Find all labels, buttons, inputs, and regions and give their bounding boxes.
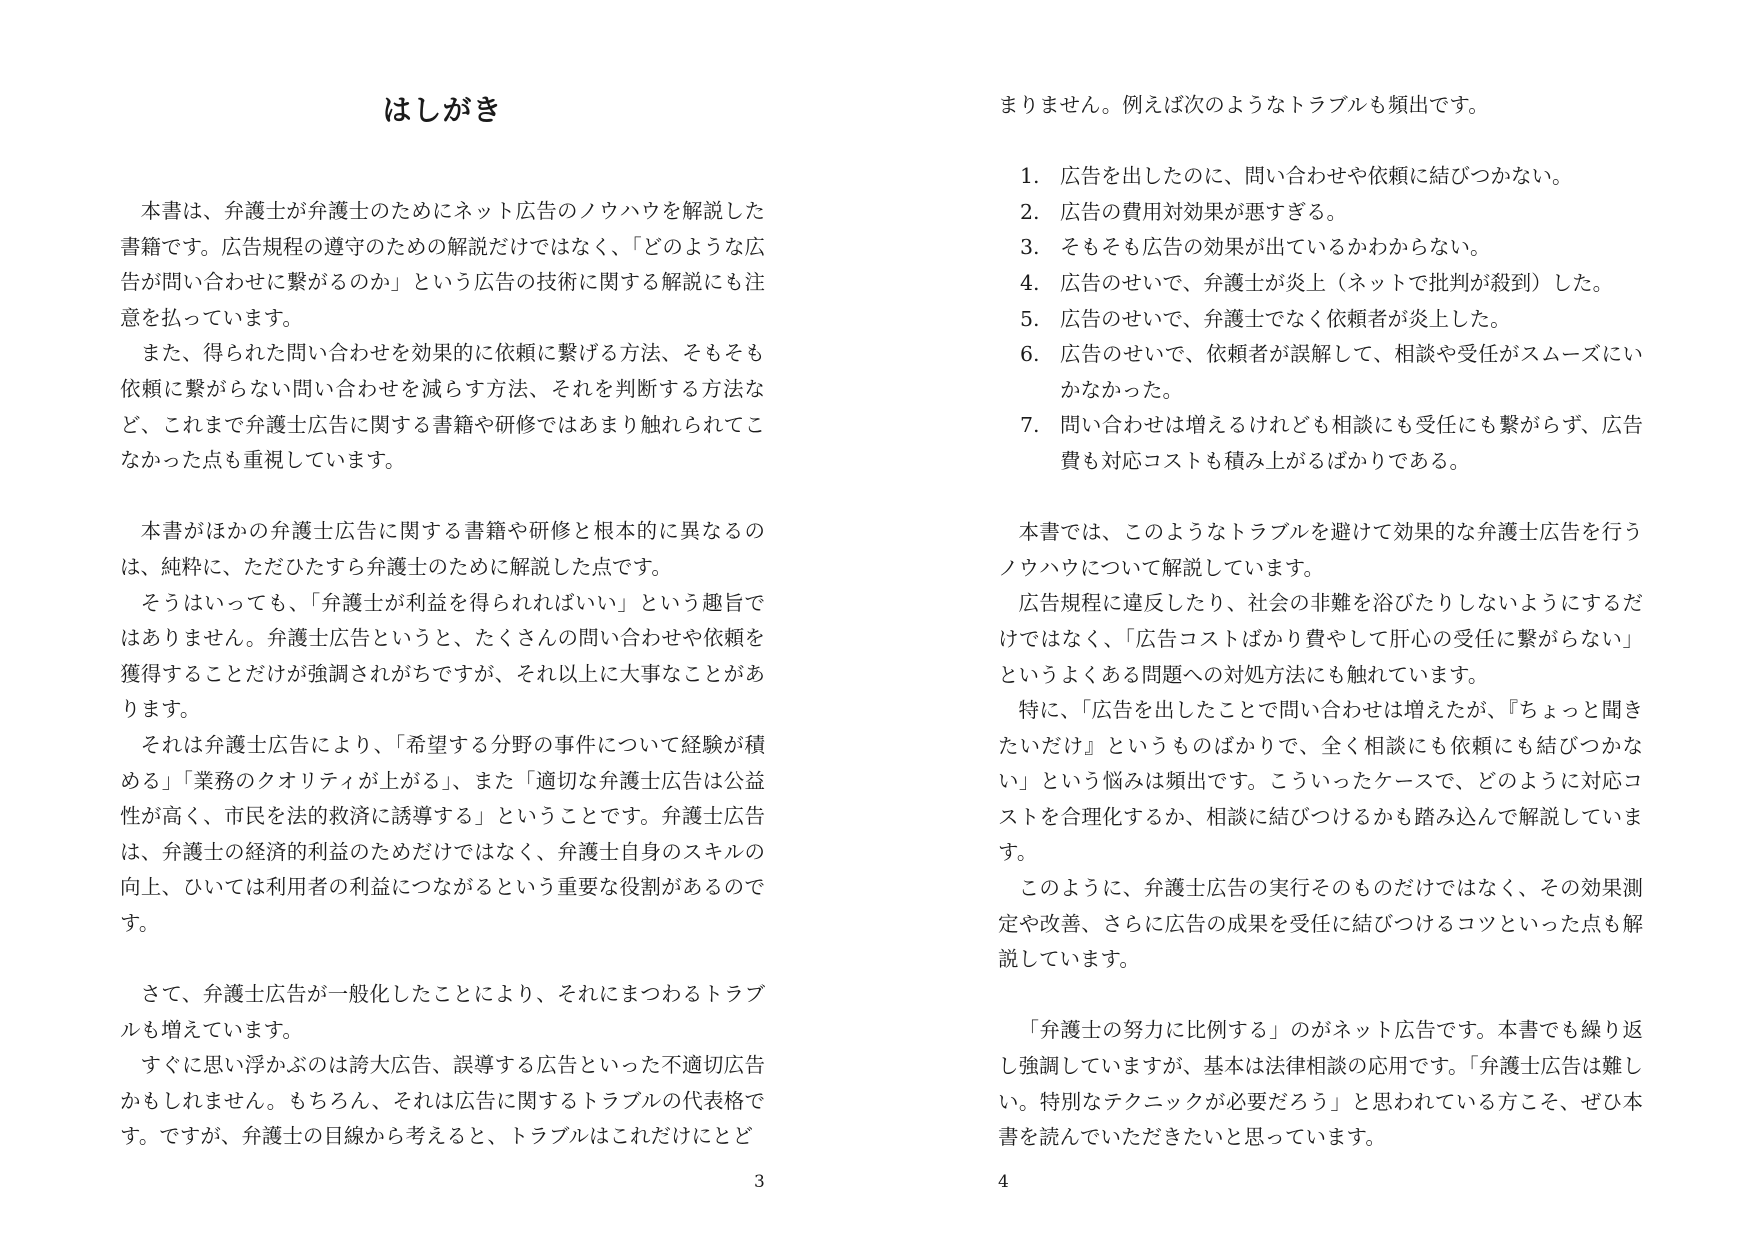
paragraph: 本書がほかの弁護士広告に関する書籍や研修と根本的に異なるのは、純粋に、ただひたすら弁護士のために解説した点です。 [120,519,765,579]
page-number: 3 [754,1172,765,1192]
trouble-list [998,159,1643,479]
list-text: 広告のせいで、弁護士でなく依頼者が炎上した。 [1060,306,1511,331]
paragraph: 「弁護士の努力に比例する」のがネット広告です。本書でも繰り返し強調していますが、基本は法律相談の応用です。「弁護士広告は難しい。特別なテクニックが必要だろう」と思われている方こそ、ぜひ本書を読んでいただきたいと思っています。 [998,1018,1643,1150]
list-text: 広告のせいで、依頼者が誤解して、相談や受任がスムーズにいかなかった。 [1060,342,1643,402]
left-page [120,0,765,1241]
paragraph-gap [998,978,1643,1014]
paragraph-gap [998,480,1643,516]
paragraph: さて、弁護士広告が一般化したことにより、それにまつわるトラブルも増えています。 [120,982,765,1042]
paragraph: それは弁護士広告により、「希望する分野の事件について経験が積める」「業務のクオリティが上がる」、また「適切な弁護士広告は公益性が高く、市民を法的救済に誘導する」ということです。弁護士広告は、弁護士の経済的利益のためだけではなく、弁護士自身のスキルの向上、ひいては利用者の利益につながるという重要な役割があるのです。 [120,732,765,935]
paragraph: そうはいっても、「弁護士が利益を得られればいい」という趣旨ではありません。弁護士広告というと、たくさんの問い合わせや依頼を獲得することだけが強調されがちですが、それ以上に大事なことがあります。 [120,590,765,722]
continuation-line: まりません。例えば次のようなトラブルも頻出です。 [998,93,1489,117]
list-item [998,266,1643,302]
list-item [998,159,1643,195]
paragraph-gap [120,941,765,977]
list-item [998,302,1643,338]
paragraph-gap [998,124,1643,160]
left-body [120,194,765,1155]
list-item [998,337,1643,408]
paragraph: 広告規程に違反したり、社会の非難を浴びたりしないようにするだけではなく、「広告コストばかり費やして肝心の受任に繋がらない」というよくある問題への対処方法にも触れています。 [998,591,1643,687]
list-item [998,195,1643,231]
list-number: 6. [1020,342,1040,367]
paragraph: 本書は、弁護士が弁護士のためにネット広告のノウハウを解説した書籍です。広告規程の遵守のための解説だけではなく、「どのような広告が問い合わせに繋がるのか」という広告の技術に関する解説にも注意を払っています。 [120,199,765,330]
list-text: 問い合わせは増えるけれども相談にも受任にも繋がらず、広告費も対応コストも積み上がるばかりである。 [1060,413,1643,473]
list-text: そもそも広告の効果が出ているかわからない。 [1060,235,1491,260]
list-number: 2. [1020,199,1040,224]
paragraph: このように、弁護士広告の実行そのものだけではなく、その効果測定や改善、さらに広告の成果を受任に結びつけるコツといった点も解説しています。 [998,876,1643,972]
paragraph: また、得られた問い合わせを効果的に依頼に繋げる方法、そもそも依頼に繋がらない問い合わせを減らす方法、それを判断する方法など、これまで弁護士広告に関する書籍や研修ではあまり触れられてこなかった点も重視しています。 [120,341,765,473]
paragraph: 特に、「広告を出したことで問い合わせは増えたが、『ちょっと聞きたいだけ』というものばかりで、全く相談にも依頼にも結びつかない」という悩みは頻出です。こういったケースで、どのように対応コストを合理化するか、相談に結びつけるかも踏み込んで解説しています。 [998,698,1643,865]
list-item [998,230,1643,266]
page-title: はしがき [382,93,503,127]
right-page [998,0,1643,1241]
list-number: 4. [1020,270,1040,295]
right-body [998,88,1643,1156]
list-number: 3. [1020,235,1040,260]
list-item [998,408,1643,479]
page-number: 4 [998,1172,1009,1192]
list-text: 広告のせいで、弁護士が炎上（ネットで批判が殺到）した。 [1060,270,1614,295]
list-number: 7. [1020,413,1040,438]
list-text: 広告を出したのに、問い合わせや依頼に結びつかない。 [1060,164,1573,189]
list-text: 広告の費用対効果が悪すぎる。 [1060,199,1347,224]
paragraph: 本書では、このようなトラブルを避けて効果的な弁護士広告を行うノウハウについて解説しています。 [998,520,1643,580]
paragraph-gap [120,479,765,515]
list-number: 1. [1020,164,1040,189]
paragraph: すぐに思い浮かぶのは誇大広告、誤導する広告といった不適切広告かもしれません。もちろん、それは広告に関するトラブルの代表格です。ですが、弁護士の目線から考えると、トラブルはこれだけにとど [120,1053,765,1149]
list-number: 5. [1020,306,1040,331]
